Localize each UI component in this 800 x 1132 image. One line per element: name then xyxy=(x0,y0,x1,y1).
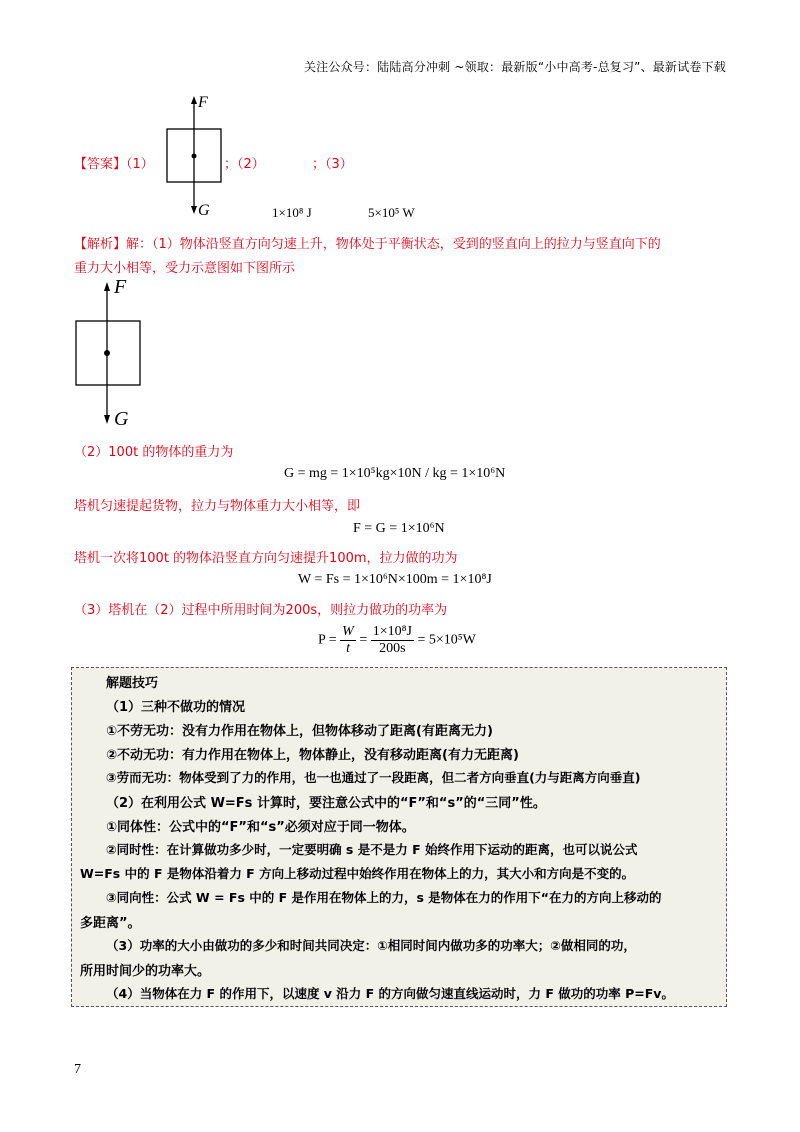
tips-title: 解题技巧 xyxy=(106,676,159,691)
tips-line: 多距离”。 xyxy=(80,916,141,931)
analysis-line2: 重力大小相等，受力示意图如下图所示 xyxy=(74,261,296,276)
tips-line: ①同体性：公式中的“F”和“s”必须对应于同一物体。 xyxy=(106,820,415,835)
upward-arrowhead xyxy=(191,96,197,104)
analysis-part4: 塔机一次将100t 的物体沿竖直方向匀速提升100m，拉力做的功为 xyxy=(74,551,458,566)
tips-line: （2）在利用公式 W=Fs 计算时，要注意公式中的“F”和“s”的“三同”性。 xyxy=(106,796,546,811)
fraction-work-over-time xyxy=(371,624,414,657)
tips-line: ①不劳无功：没有力作用在物体上，但物体移动了距离(有距离无力) xyxy=(106,724,493,739)
tips-line: （4）当物体在力 F 的作用下，以速度 v 沿力 F 的方向做匀速直线运动时，力 F 做功的功率 P=Fv。 xyxy=(106,986,674,1001)
downward-arrowhead xyxy=(104,415,110,424)
tips-line: （3）功率的大小由做功的多少和时间共同决定：①相同时间内做功多的功率大；②做相同的功， xyxy=(106,938,636,953)
answer-part2: ；（2） xyxy=(224,157,265,172)
analysis-part2: （2）100t 的物体的重力为 xyxy=(74,445,234,460)
analysis-part3: 塔机匀速提起货物，拉力与物体重力大小相等，即 xyxy=(74,499,361,514)
analysis-part5: （3）塔机在（2）过程中所用时间为200s，则拉力做功的功率为 xyxy=(74,603,448,618)
answer-work-value: 1×10⁸ J xyxy=(272,205,312,220)
tips-line: （1）三种不做功的情况 xyxy=(106,700,246,715)
analysis-F-label: F xyxy=(114,276,127,298)
fraction-w-over-t xyxy=(340,624,356,657)
power-lhs: P = xyxy=(318,632,337,648)
answer-tag: 【答案】 xyxy=(74,157,127,172)
tips-box xyxy=(71,667,727,1007)
downward-arrowhead xyxy=(191,206,197,214)
tips-line: W=Fs 中的 F 是物体沿着力 F 方向上移动过程中始终作用在物体上的力，其大小和方向是不变的。 xyxy=(80,866,635,881)
equation-force: F = G = 1×10⁶N xyxy=(353,521,445,536)
power-rhs: = 5×10⁵W xyxy=(417,632,476,648)
answer-power-value: 5×10⁵ W xyxy=(368,205,415,220)
answer-part3: ；（3） xyxy=(312,157,353,172)
answer-part1: （1） xyxy=(126,157,154,172)
tips-line: ③同向性：公式 W = Fs 中的 F 是作用在物体上的力，s 是物体在力的作用下“在力的方向上移动的 xyxy=(106,890,662,905)
analysis-tag: 【解析】 xyxy=(74,237,127,252)
analysis-line1 xyxy=(74,233,661,252)
tips-line: 所用时间少的功率大。 xyxy=(80,964,211,979)
equation-power: P = $\frac{W}{t}$ = $\frac{\text{1×10⁸J}}{200s}$ = 5×10⁵W xyxy=(318,624,476,656)
answer-G-label: G xyxy=(198,202,210,219)
analysis-force-diagram xyxy=(70,280,150,430)
page-number: 7 xyxy=(74,1062,81,1077)
analysis-text1: 解：（1）物体沿竖直方向匀速上升，物体处于平衡状态，受到的竖直向上的拉力与竖直向下的 xyxy=(126,237,661,252)
tips-line: ②同时性：在计算做功多少时，一定要明确 s 是不是力 F 始终作用下运动的距离，也可以说公式 xyxy=(106,842,638,857)
fraction-numerator: W xyxy=(342,624,354,639)
equation-work: W = Fs = 1×10⁶N×100m = 1×10⁸J xyxy=(298,572,492,587)
upward-arrowhead xyxy=(104,282,110,291)
fraction-denominator: t xyxy=(346,641,350,656)
answer-label xyxy=(74,153,154,172)
analysis-G-label: G xyxy=(114,408,129,430)
fraction-numerator: 1×10⁸J xyxy=(372,624,412,639)
fraction-denominator: 200s xyxy=(379,641,406,656)
equation-gravity: G = mg = 1×10⁵kg×10N / kg = 1×10⁶N xyxy=(284,466,506,481)
answer-F-label: F xyxy=(198,94,208,111)
answer-force-diagram xyxy=(160,92,230,222)
tips-line: ②不动无功：有力作用在物体上，物体静止，没有移动距离(有力无距离) xyxy=(106,748,519,763)
page-header: 关注公众号：陆陆高分冲刺 ~领取：最新版“小中高考-总复习”、最新试卷下载 xyxy=(303,60,726,74)
tips-line: ③劳而无功：物体受到了力的作用，也一也通过了一段距离，但二者方向垂直(力与距离方向垂直) xyxy=(106,770,641,785)
